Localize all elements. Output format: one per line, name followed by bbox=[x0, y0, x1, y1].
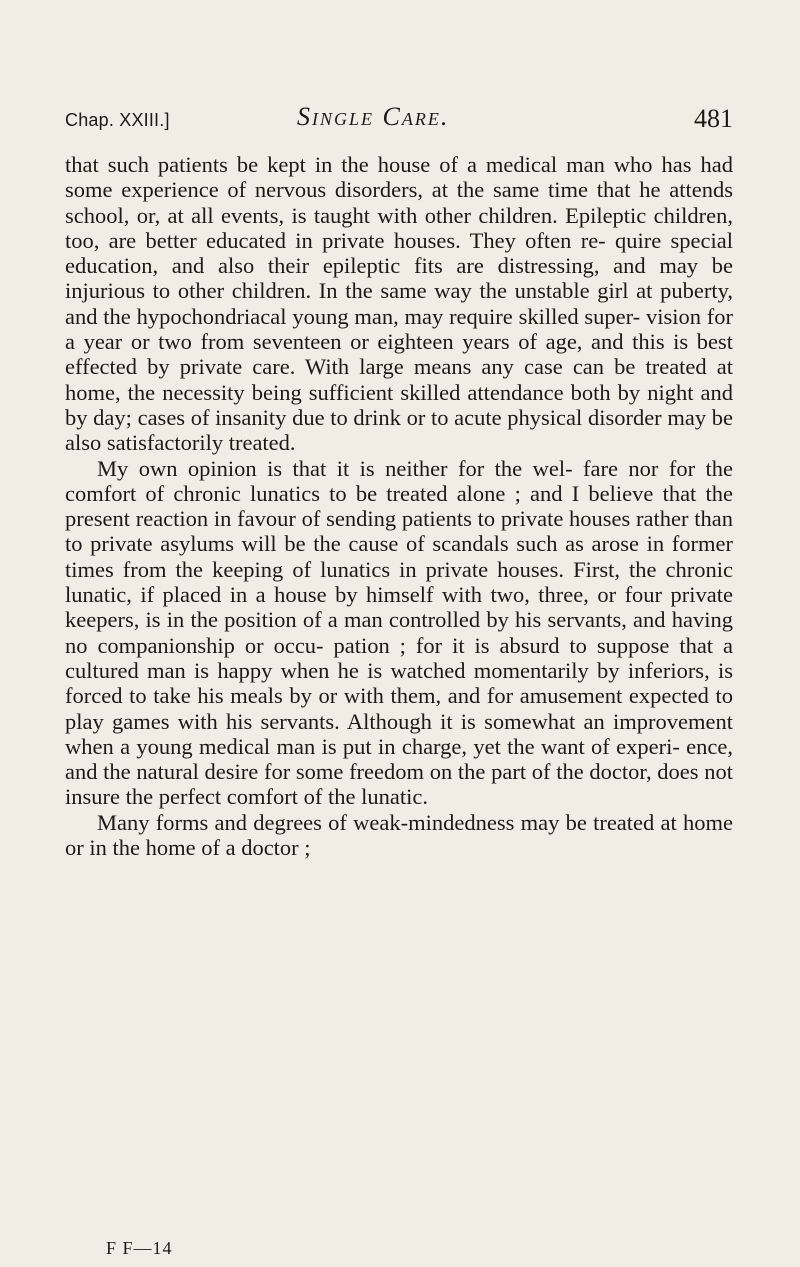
paragraph-3: Many forms and degrees of weak-mindedness may be treated at home or in the home of a doctor ; bbox=[65, 809, 733, 861]
body-text bbox=[65, 152, 733, 860]
paragraph-2: My own opinion is that it is neither for the wel- fare nor for the comfort of chronic lunatics to be treated alone ; and I believe that the present reaction in favour of sending patients to private houses rather than to private asylums will be the cause of scandals such as arose in former times from the keeping of lunatics in private houses. First, the chronic lunatic, if placed in a house by himself with two, three, or four private keepers, is in the position of a man controlled by his servants, and having no companionship or occu- pation ; for it is absurd to suppose that a cultured man is happy when he is watched momentarily by inferiors, is forced to take his meals by or with them, and for amusement expected to play games with his servants. Although it is somewhat an improvement when a young medical man is put in charge, yet the want of experi- ence, and the natural desire for some freedom on the part of the doctor, does not insure the perfect comfort of the lunatic. bbox=[65, 455, 733, 810]
running-title: Single Care. bbox=[297, 102, 450, 131]
paragraph-1: that such patients be kept in the house of a medical man who has had some experience of nervous disorders, at the same time that he attends school, or, at all events, is taught with other children. Epileptic children, too, are better educated in private houses. They often re- quire special education, and also their epileptic fits are distressing, and may be injurious to other children. In the same way the unstable girl at puberty, and the hypochondriacal young man, may require skilled super- vision for a year or two from seventeen or eighteen years of age, and this is best effected by private care. With large means any case can be treated at home, the necessity being sufficient skilled attendance both by night and by day; cases of insanity due to drink or to acute physical disorder may be also satisfactorily treated. bbox=[65, 152, 733, 456]
chapter-label: Chap. XXIII.] bbox=[65, 110, 170, 130]
page-number: 481 bbox=[694, 104, 733, 133]
signature-mark: F F—14 bbox=[106, 1238, 173, 1258]
running-header bbox=[65, 100, 733, 144]
